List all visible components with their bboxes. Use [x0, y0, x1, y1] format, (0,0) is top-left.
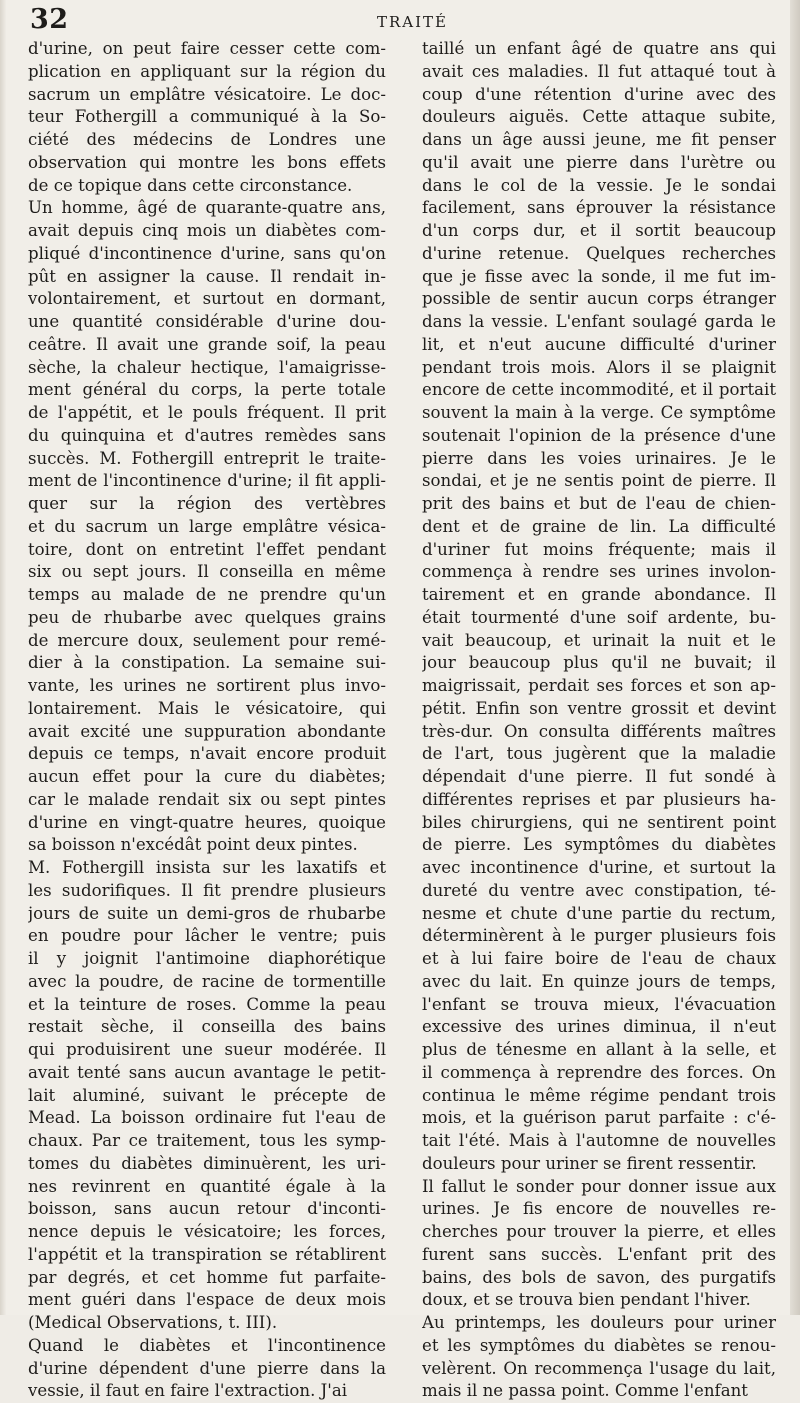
text-line: tomes du diabètes diminuèrent, les uri-: [28, 1153, 386, 1173]
text-line: douleurs pour uriner se firent ressentir.: [422, 1153, 757, 1173]
text-line: (Medical Observations, t. III).: [28, 1313, 278, 1332]
text-line: de pierre. Les symptômes du diabètes: [422, 835, 776, 855]
text-line: lit, et n'eut aucune difficulté d'uriner: [422, 334, 776, 354]
text-line: et à lui faire boire de l'eau de chaux: [422, 949, 776, 968]
text-line: pendant trois mois. Alors il se plaignit: [422, 357, 776, 377]
text-line: furent sans succès. L'enfant prit des: [422, 1244, 776, 1264]
text-line: aucun effet pour la cure du diabètes;: [28, 767, 386, 786]
text-line: de ce topique dans cette circonstance.: [28, 175, 353, 195]
text-line: jour beaucoup plus qu'il ne buvait; il: [422, 653, 776, 673]
text-line: Mead. La boisson ordinaire fut l'eau de: [28, 1108, 386, 1128]
text-line: les sudorifiques. Il fit prendre plusieurs: [28, 880, 386, 900]
text-line: temps au malade de ne prendre qu'un: [28, 585, 386, 604]
text-line: plication en appliquant sur la région du: [28, 61, 386, 81]
text-line: très-dur. On consulta différents maîtres: [422, 721, 776, 741]
text-line: continua le même régime pendant trois: [422, 1085, 776, 1105]
text-line: velèrent. On recommença l'usage du lait,: [422, 1358, 776, 1378]
text-line: Quand le diabètes et l'incontinence: [28, 1335, 386, 1355]
text-line: nesme et chute d'une partie du rectum,: [422, 903, 776, 923]
text-line: avait excité une suppuration abondante: [28, 721, 386, 741]
text-line: coup d'une rétention d'urine avec des: [422, 84, 776, 104]
text-line: ment de l'incontinence d'urine; il fit appli-: [28, 471, 386, 491]
text-line: teur Fothergill a communiqué à la So-: [28, 107, 386, 127]
text-line: ceâtre. Il avait une grande soif, la peau: [28, 334, 386, 354]
text-line: volontairement, et surtout en dormant,: [28, 289, 386, 309]
text-line: que je fisse avec la sonde, il me fut im-: [422, 266, 776, 286]
left-text-column: [28, 38, 386, 1403]
text-line: douleurs aiguës. Cette attaque subite,: [422, 107, 776, 127]
text-line: sa boisson n'excédât point deux pintes.: [28, 835, 358, 855]
text-line: avait ces maladies. Il fut attaqué tout à: [422, 61, 776, 81]
text-line: succès. M. Fothergill entreprit le traite-: [28, 448, 386, 468]
text-line: mais il ne passa point. Comme l'enfant: [422, 1381, 748, 1401]
right-text-column: [422, 38, 776, 1403]
text-line: différentes reprises et par plusieurs ha-: [422, 789, 776, 809]
text-line: possible de sentir aucun corps étranger: [422, 289, 776, 309]
text-line: de l'appétit, et le pouls fréquent. Il prit: [28, 403, 386, 422]
page-number: 32: [30, 4, 69, 35]
text-line: pût en assigner la cause. Il rendait in-: [28, 266, 386, 286]
text-line: prit des bains et but de l'eau de chien-: [422, 494, 776, 513]
text-line: toire, dont on entretint l'effet pendant: [28, 539, 386, 559]
text-line: qu'il avait une pierre dans l'urètre ou: [422, 152, 776, 172]
text-line: ment général du corps, la perte totale: [28, 380, 386, 400]
running-head: TRAITÉ: [377, 13, 449, 31]
text-line: dier à la constipation. La semaine sui-: [28, 653, 386, 673]
text-line: souvent la main à la verge. Ce symptôme: [422, 403, 776, 422]
text-line: vessie, il faut en faire l'extraction. J'ai: [28, 1381, 348, 1401]
text-line: Un homme, âgé de quarante-quatre ans,: [28, 198, 386, 218]
text-line: était tourmenté d'une soif ardente, bu-: [422, 607, 776, 627]
text-line: soutenait l'opinion de la présence d'une: [422, 425, 776, 445]
text-line: nes revinrent en quantité égale à la: [28, 1176, 386, 1196]
text-line: avec la poudre, de racine de tormentille: [28, 971, 386, 991]
text-line: sèche, la chaleur hectique, l'amaigrisse-: [28, 357, 386, 377]
text-line: boisson, sans aucun retour d'inconti-: [28, 1199, 386, 1219]
text-line: pliqué d'incontinence d'urine, sans qu'on: [28, 243, 386, 263]
page-left-edge: [0, 0, 6, 1315]
text-line: de mercure doux, seulement pour remé-: [28, 630, 386, 650]
text-line: depuis ce temps, n'avait encore produit: [28, 744, 386, 764]
text-line: restait sèche, il conseilla des bains: [28, 1017, 386, 1037]
text-line: vante, les urines ne sortirent plus invo-: [28, 676, 386, 695]
text-line: dureté du ventre avec constipation, té-: [422, 880, 776, 900]
text-line: observation qui montre les bons effets: [28, 152, 386, 172]
text-line: chaux. Par ce traitement, tous les symp-: [28, 1131, 386, 1150]
text-line: l'enfant se trouva mieux, l'évacuation: [422, 994, 776, 1014]
text-line: tait l'été. Mais à l'automne de nouvelles: [422, 1131, 776, 1150]
text-line: jours de suite un demi-gros de rhubarbe: [28, 903, 386, 923]
text-line: nence depuis le vésicatoire; les forces,: [28, 1222, 386, 1241]
text-line: et la teinture de roses. Comme la peau: [28, 994, 386, 1014]
text-line: plus de ténesme en allant à la selle, et: [422, 1040, 776, 1059]
text-line: il y joignit l'antimoine diaphorétique: [28, 949, 386, 968]
text-line: dans le col de la vessie. Je le sondai: [422, 175, 776, 195]
text-line: bains, des bols de savon, des purgatifs: [422, 1267, 776, 1287]
page-right-edge: [790, 0, 800, 1315]
text-line: avait depuis cinq mois un diabètes com-: [28, 221, 386, 240]
text-line: il commença à reprendre des forces. On: [422, 1062, 776, 1082]
text-line: commença à rendre ses urines involon-: [422, 562, 776, 582]
text-line: du quinquina et d'autres remèdes sans: [28, 425, 386, 445]
text-line: mois, et la guérison parut parfaite : c'é-: [422, 1108, 776, 1128]
text-line: d'urine retenue. Quelques recherches: [422, 243, 776, 263]
text-line: ment guéri dans l'espace de deux mois: [28, 1290, 386, 1310]
page-header: [0, 0, 800, 40]
text-line: d'uriner fut moins fréquente; mais il: [422, 539, 776, 559]
text-line: avec incontinence d'urine, et surtout la: [422, 858, 776, 877]
text-line: avait tenté sans aucun avantage le petit-: [28, 1062, 386, 1082]
text-line: excessive des urines diminua, il n'eut: [422, 1017, 776, 1037]
text-line: pétit. Enfin son ventre grossit et devint: [422, 698, 776, 718]
text-line: urines. Je fis encore de nouvelles re-: [422, 1199, 776, 1219]
text-line: doux, et se trouva bien pendant l'hiver.: [422, 1290, 751, 1310]
text-line: d'urine en vingt-quatre heures, quoique: [28, 812, 386, 832]
text-line: déterminèrent à le purger plusieurs fois: [422, 926, 776, 946]
text-line: car le malade rendait six ou sept pintes: [28, 789, 386, 809]
text-line: biles chirurgiens, qui ne sentirent point: [422, 812, 776, 832]
text-line: dent et de graine de lin. La difficulté: [422, 516, 776, 536]
text-line: Au printemps, les douleurs pour uriner: [422, 1313, 776, 1332]
text-line: vait beaucoup, et urinait la nuit et le: [422, 630, 776, 650]
text-line: lontairement. Mais le vésicatoire, qui: [28, 698, 386, 718]
text-line: dans la vessie. L'enfant soulagé garda le: [422, 312, 776, 331]
text-line: l'appétit et la transpiration se rétablirent: [28, 1244, 386, 1264]
text-line: avec du lait. En quinze jours de temps,: [422, 971, 776, 991]
text-line: six ou sept jours. Il conseilla en même: [28, 562, 386, 582]
text-line: de l'art, tous jugèrent que la maladie: [422, 744, 776, 764]
text-line: facilement, sans éprouver la résistance: [422, 198, 776, 218]
text-line: dépendait d'une pierre. Il fut sondé à: [422, 767, 776, 786]
text-line: d'un corps dur, et il sortit beaucoup: [422, 221, 776, 240]
text-line: peu de rhubarbe avec quelques grains: [28, 607, 386, 627]
text-line: taillé un enfant âgé de quatre ans qui: [422, 39, 776, 58]
text-line: ciété des médecins de Londres une: [28, 130, 386, 149]
text-line: Il fallut le sonder pour donner issue aux: [422, 1176, 776, 1196]
text-line: pierre dans les voies urinaires. Je le: [422, 448, 776, 468]
text-line: lait aluminé, suivant le précepte de: [28, 1085, 386, 1105]
text-line: sacrum un emplâtre vésicatoire. Le doc-: [28, 84, 386, 104]
text-line: cherches pour trouver la pierre, et elles: [422, 1222, 776, 1241]
text-line: d'urine dépendent d'une pierre dans la: [28, 1358, 386, 1378]
text-line: et du sacrum un large emplâtre vésica-: [28, 516, 386, 536]
text-line: quer sur la région des vertèbres: [28, 494, 386, 513]
text-line: M. Fothergill insista sur les laxatifs et: [28, 858, 386, 877]
text-line: en poudre pour lâcher le ventre; puis: [28, 926, 386, 946]
text-line: une quantité considérable d'urine dou-: [28, 312, 386, 331]
text-line: d'urine, on peut faire cesser cette com-: [28, 39, 386, 58]
text-line: et les symptômes du diabètes se renou-: [422, 1335, 776, 1355]
text-line: dans un âge aussi jeune, me fit penser: [422, 130, 776, 149]
text-line: encore de cette incommodité, et il portait: [422, 380, 776, 400]
text-line: qui produisirent une sueur modérée. Il: [28, 1040, 386, 1059]
text-line: sondai, et je ne sentis point de pierre. Il: [422, 471, 776, 491]
text-line: tairement et en grande abondance. Il: [422, 585, 776, 604]
text-line: par degrés, et cet homme fut parfaite-: [28, 1267, 386, 1287]
text-line: maigrissait, perdait ses forces et son ap-: [422, 676, 776, 695]
